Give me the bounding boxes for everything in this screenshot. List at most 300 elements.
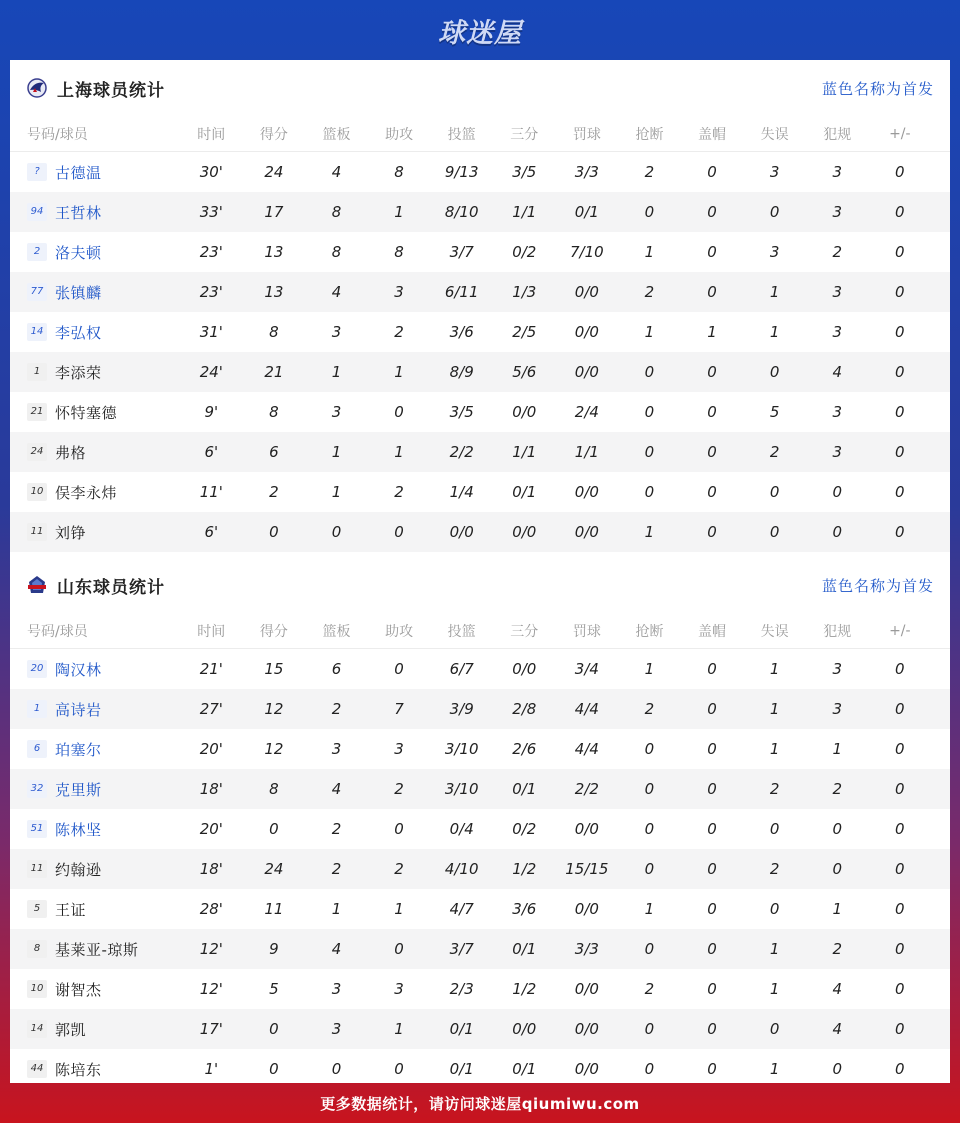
brand-logo[interactable]: 球迷屋: [438, 17, 522, 49]
stat-cell: 2: [394, 483, 404, 501]
table-row: [10, 232, 950, 272]
stat-cell: 3: [832, 323, 842, 341]
table-row: [10, 1009, 950, 1049]
stat-cell: 0: [394, 1060, 404, 1078]
jersey-number-badge: 44: [27, 1060, 47, 1078]
stat-cell: 0: [644, 1020, 655, 1038]
player-cell[interactable]: [10, 979, 180, 1000]
stat-cell: 0/2: [512, 243, 537, 261]
starter-note: 蓝色名称为首发: [821, 79, 934, 98]
stat-cell: 0: [895, 243, 905, 261]
stat-cell: 3: [832, 443, 842, 461]
player-name[interactable]: 李弘权: [55, 323, 102, 342]
stat-cell: 6/11: [444, 283, 479, 301]
stat-cell: 5: [769, 403, 780, 421]
stats-panel: [10, 60, 950, 1083]
stat-cell: 0: [895, 523, 905, 541]
stat-cell: 1: [644, 323, 655, 341]
player-name[interactable]: 洛夫顿: [55, 243, 102, 262]
player-rows: [10, 649, 950, 1089]
player-cell[interactable]: [10, 779, 180, 800]
stat-cell: 0: [644, 363, 655, 381]
stat-cell: 6': [204, 443, 219, 461]
table-row: [10, 649, 950, 689]
stat-cell: 0: [707, 363, 717, 381]
stat-cell: 0: [895, 1020, 905, 1038]
stat-cell: 8: [269, 403, 279, 421]
stat-cell: 4: [331, 163, 342, 181]
table-row: [10, 152, 950, 192]
stat-cell: 0/0: [574, 523, 599, 541]
stat-cell: 5: [269, 980, 279, 998]
player-cell[interactable]: [10, 1059, 180, 1080]
stat-cell: 4: [832, 980, 842, 998]
stat-cell: 2/2: [574, 780, 599, 798]
stat-cell: 0: [394, 403, 404, 421]
stat-cell: 0/0: [574, 1060, 599, 1078]
stat-cell: 2: [331, 860, 342, 878]
footer-link[interactable]: [0, 1083, 960, 1123]
stat-cell: 3: [832, 203, 842, 221]
stat-cell: 8: [394, 243, 404, 261]
stat-cell: 21: [264, 363, 284, 381]
player-cell[interactable]: [10, 739, 180, 760]
stat-cell: 2: [269, 483, 279, 501]
player-name[interactable]: 高诗岩: [55, 700, 102, 719]
stat-cell: 0: [707, 523, 717, 541]
stat-cell: 0: [895, 660, 905, 678]
column-header: 抢断: [635, 126, 664, 143]
stat-cell: 2: [644, 163, 655, 181]
stat-cell: 8: [394, 163, 404, 181]
jersey-number-badge: 14: [27, 1020, 47, 1038]
stat-cell: 1/1: [512, 203, 537, 221]
player-cell[interactable]: [10, 402, 180, 423]
stat-cell: 0: [707, 860, 717, 878]
stat-cell: 6: [331, 660, 342, 678]
player-name[interactable]: 李添荣: [55, 363, 102, 382]
stat-cell: 1: [707, 323, 717, 341]
stat-cell: 4/4: [574, 700, 599, 718]
table-row: [10, 192, 950, 232]
jersey-number-badge: 94: [27, 203, 47, 221]
jersey-number-badge: 20: [27, 660, 47, 678]
stat-cell: 0: [394, 940, 404, 958]
stat-cell: 1': [204, 1060, 219, 1078]
player-cell[interactable]: [10, 1019, 180, 1040]
stat-cell: 0: [707, 980, 717, 998]
stat-cell: 1/2: [512, 980, 537, 998]
stat-cell: 7/10: [570, 243, 604, 261]
stat-cell: 0: [707, 660, 717, 678]
stat-cell: 6: [269, 443, 279, 461]
table-row: [10, 392, 950, 432]
stat-cell: 0: [707, 283, 717, 301]
stat-cell: 0: [707, 443, 717, 461]
stat-cell: 2: [331, 820, 342, 838]
stat-cell: 0: [707, 940, 717, 958]
stat-cell: 0: [707, 1020, 717, 1038]
stat-cell: 1: [394, 363, 404, 381]
stat-cell: 3: [832, 163, 842, 181]
stat-cell: 2: [394, 860, 404, 878]
stat-cell: 0: [769, 820, 780, 838]
stat-cell: 0: [769, 1020, 780, 1038]
player-name[interactable]: 谢智杰: [55, 980, 102, 999]
team-title: [26, 573, 165, 598]
stat-cell: 1: [832, 740, 842, 758]
stat-cell: 0: [895, 700, 905, 718]
stat-cell: 0: [644, 1060, 655, 1078]
stat-cell: 2: [394, 323, 404, 341]
stat-cell: 1: [769, 740, 780, 758]
player-rows: [10, 152, 950, 552]
stat-cell: 0/1: [574, 203, 599, 221]
player-name[interactable]: 约翰逊: [55, 860, 102, 879]
player-cell[interactable]: [10, 442, 180, 463]
player-cell[interactable]: [10, 899, 180, 920]
stat-cell: 6/7: [449, 660, 474, 678]
stat-cell: 24': [199, 363, 223, 381]
stat-cell: 9: [269, 940, 279, 958]
stat-cell: 0: [707, 403, 717, 421]
jersey-number-badge: 2: [27, 243, 47, 261]
player-name[interactable]: 王哲林: [55, 203, 102, 222]
stat-cell: 24: [264, 860, 284, 878]
stat-cell: 17': [199, 1020, 223, 1038]
stat-cell: 0/1: [512, 940, 537, 958]
stat-cell: 0: [707, 780, 717, 798]
stat-cell: 3/10: [444, 780, 479, 798]
player-cell[interactable]: [10, 659, 180, 680]
player-cell[interactable]: [10, 819, 180, 840]
stat-cell: 3/10: [444, 740, 479, 758]
column-header-row: [10, 613, 950, 649]
stat-cell: 0: [895, 403, 905, 421]
stat-cell: 0: [644, 820, 655, 838]
stat-cell: 0/1: [449, 1020, 474, 1038]
stat-cell: 0: [644, 740, 655, 758]
stat-cell: 13: [264, 243, 284, 261]
player-name[interactable]: 陶汉林: [55, 660, 102, 679]
column-header: 犯规: [823, 623, 852, 640]
stat-cell: 3/6: [512, 900, 537, 918]
stat-cell: 0: [769, 483, 780, 501]
table-row: [10, 272, 950, 312]
stat-cell: 3/9: [449, 700, 474, 718]
stat-cell: 0: [832, 1060, 842, 1078]
stat-cell: 1: [394, 1020, 404, 1038]
stat-cell: 2: [644, 980, 655, 998]
stat-cell: 0: [707, 820, 717, 838]
stat-cell: 0/1: [512, 483, 537, 501]
jersey-number-badge: 11: [27, 523, 47, 541]
column-header: 犯规: [823, 126, 852, 143]
stat-cell: 0: [394, 660, 404, 678]
stat-cell: 3: [331, 1020, 342, 1038]
stat-cell: 0: [895, 980, 905, 998]
stat-cell: 0/0: [574, 283, 599, 301]
stat-cell: 0/0: [574, 483, 599, 501]
stat-cell: 3: [331, 980, 342, 998]
stat-cell: 18': [199, 860, 223, 878]
stat-cell: 0: [394, 523, 404, 541]
stat-cell: 0: [331, 523, 342, 541]
stat-cell: 0/0: [574, 980, 599, 998]
stat-cell: 0: [895, 163, 905, 181]
player-cell[interactable]: [10, 482, 180, 503]
player-cell[interactable]: [10, 699, 180, 720]
stat-cell: 3: [331, 323, 342, 341]
stat-cell: 0: [895, 860, 905, 878]
team-section-shandong: [10, 557, 950, 1089]
stat-cell: 1: [769, 323, 780, 341]
stat-cell: 1: [832, 900, 842, 918]
table-row: [10, 352, 950, 392]
jersey-number-badge: 32: [27, 780, 47, 798]
stat-cell: 8: [331, 243, 342, 261]
stat-cell: 0/0: [574, 820, 599, 838]
jersey-number-badge: 21: [27, 403, 47, 421]
column-header: 得分: [259, 126, 288, 143]
stat-cell: 0/0: [512, 660, 537, 678]
stat-cell: 24: [264, 163, 284, 181]
stat-cell: 2/2: [449, 443, 474, 461]
stat-cell: 7: [394, 700, 404, 718]
stat-cell: 1/1: [574, 443, 599, 461]
table-row: [10, 729, 950, 769]
stat-cell: 0: [269, 1060, 279, 1078]
jersey-number-badge: 14: [27, 323, 47, 341]
footer-text[interactable]: 更多数据统计，请访问球迷屋qiumiwu.com: [320, 1094, 640, 1113]
stat-cell: 0/1: [512, 1060, 537, 1078]
player-cell[interactable]: [10, 202, 180, 223]
stat-cell: 2: [769, 443, 780, 461]
stat-cell: 2: [394, 780, 404, 798]
player-cell[interactable]: [10, 282, 180, 303]
stat-cell: 1: [394, 203, 404, 221]
player-name[interactable]: 珀塞尔: [55, 740, 102, 759]
stat-cell: 0: [644, 203, 655, 221]
stat-cell: 0: [895, 483, 905, 501]
stat-cell: 3: [331, 403, 342, 421]
column-header: 篮板: [322, 126, 351, 143]
stat-cell: 0: [644, 483, 655, 501]
stat-cell: 0/1: [449, 1060, 474, 1078]
stat-cell: 1/1: [512, 443, 537, 461]
player-name[interactable]: 陈培东: [55, 1060, 102, 1079]
stat-cell: 0: [707, 700, 717, 718]
player-name[interactable]: 郭凯: [55, 1020, 87, 1039]
stat-cell: 20': [199, 820, 223, 838]
jersey-number-badge: 6: [27, 740, 47, 758]
player-cell[interactable]: [10, 162, 180, 183]
stat-cell: 0/0: [449, 523, 474, 541]
player-cell[interactable]: [10, 242, 180, 263]
jersey-number-badge: 8: [27, 940, 47, 958]
player-name[interactable]: 陈林坚: [55, 820, 102, 839]
player-name[interactable]: 刘铮: [55, 523, 87, 542]
stat-cell: 3/3: [574, 940, 599, 958]
jersey-number-badge: 10: [27, 980, 47, 998]
stat-cell: 0: [769, 523, 780, 541]
stat-cell: 1: [644, 523, 655, 541]
column-header: 罚球: [572, 126, 601, 143]
jersey-number-badge: 1: [27, 700, 47, 718]
stat-cell: 2: [644, 700, 655, 718]
table-row: [10, 312, 950, 352]
jersey-number-badge: 10: [27, 483, 47, 501]
stat-cell: 3: [394, 980, 404, 998]
stat-cell: 0: [895, 940, 905, 958]
player-name[interactable]: 王证: [55, 900, 87, 919]
stat-cell: 18': [199, 780, 223, 798]
stat-cell: 3/3: [574, 163, 599, 181]
stat-cell: 11: [264, 900, 284, 918]
column-header: 罚球: [572, 623, 601, 640]
table-row: [10, 809, 950, 849]
stat-cell: 3/7: [449, 243, 474, 261]
stat-cell: 8: [269, 780, 279, 798]
stat-cell: 1/2: [512, 860, 537, 878]
stat-cell: 1: [644, 243, 655, 261]
team-name: 上海球员统计: [57, 80, 165, 101]
stat-cell: 0/0: [574, 1020, 599, 1038]
stat-cell: 31': [199, 323, 223, 341]
stat-cell: 11': [199, 483, 223, 501]
stat-cell: 2: [832, 780, 842, 798]
player-name[interactable]: 张镇麟: [55, 283, 102, 302]
jersey-number-badge: 11: [27, 860, 47, 878]
stat-cell: 0: [832, 523, 842, 541]
stat-cell: 0/0: [574, 900, 599, 918]
stat-cell: 28': [199, 900, 223, 918]
stat-cell: 0: [895, 900, 905, 918]
stat-cell: 4: [331, 940, 342, 958]
player-cell[interactable]: [10, 939, 180, 960]
stat-cell: 6': [204, 523, 219, 541]
column-header: 号码/球员: [27, 126, 88, 143]
stat-cell: 0: [707, 1060, 717, 1078]
stat-cell: 4/4: [574, 740, 599, 758]
stat-cell: 0: [895, 780, 905, 798]
stat-cell: 1: [331, 443, 342, 461]
jersey-number-badge: 5: [27, 900, 47, 918]
column-header: 时间: [197, 623, 226, 640]
stat-cell: 9/13: [444, 163, 479, 181]
stat-cell: 8: [331, 203, 342, 221]
player-name[interactable]: 俣李永炜: [55, 483, 118, 502]
stat-cell: 1: [769, 660, 780, 678]
column-header: 失误: [760, 623, 789, 640]
player-name[interactable]: 怀特塞德: [55, 403, 118, 422]
column-header: 失误: [760, 126, 789, 143]
stat-cell: 0: [644, 403, 655, 421]
player-name[interactable]: 克里斯: [55, 780, 102, 799]
stat-cell: 0/0: [512, 403, 537, 421]
column-header: 抢断: [635, 623, 664, 640]
column-header: 三分: [510, 126, 539, 143]
stat-cell: 8/10: [444, 203, 479, 221]
stat-cell: 2: [644, 283, 655, 301]
player-name[interactable]: 古德温: [55, 163, 102, 182]
player-cell[interactable]: [10, 362, 180, 383]
player-name[interactable]: 基莱亚-琼斯: [55, 940, 139, 959]
stat-cell: 1/3: [512, 283, 537, 301]
stat-cell: 3: [832, 660, 842, 678]
stat-cell: 15/15: [565, 860, 609, 878]
stat-cell: 2: [769, 860, 780, 878]
stat-cell: 20': [199, 740, 223, 758]
stat-cell: 0/1: [512, 780, 537, 798]
stat-cell: 0/2: [512, 820, 537, 838]
stat-cell: 1: [769, 700, 780, 718]
section-header: [10, 557, 950, 613]
stat-cell: 0: [769, 203, 780, 221]
stat-cell: 1: [769, 283, 780, 301]
stat-cell: 8/9: [449, 363, 474, 381]
stat-cell: 12: [264, 740, 284, 758]
player-cell[interactable]: [10, 859, 180, 880]
player-cell[interactable]: [10, 522, 180, 543]
column-header: 篮板: [322, 623, 351, 640]
column-header: 号码/球员: [27, 623, 88, 640]
stat-cell: 2/3: [449, 980, 474, 998]
stat-cell: 0: [331, 1060, 342, 1078]
stat-cell: 0/0: [512, 1020, 537, 1038]
stat-cell: 0/0: [574, 363, 599, 381]
player-cell[interactable]: [10, 322, 180, 343]
app-header: [0, 0, 960, 60]
stat-cell: 0: [644, 860, 655, 878]
table-row: [10, 432, 950, 472]
stat-cell: 1/4: [449, 483, 474, 501]
stat-cell: 3: [394, 740, 404, 758]
stat-cell: 12': [199, 940, 223, 958]
column-header: 得分: [259, 623, 288, 640]
table-row: [10, 689, 950, 729]
stat-cell: 0: [269, 820, 279, 838]
stat-cell: 2/6: [512, 740, 537, 758]
stat-cell: 1: [394, 443, 404, 461]
player-name[interactable]: 弗格: [55, 443, 87, 462]
column-header: 投篮: [447, 623, 476, 640]
stat-cell: 4/7: [449, 900, 474, 918]
stat-cell: 2: [832, 940, 842, 958]
stat-cell: 0: [769, 900, 780, 918]
column-header: 时间: [197, 126, 226, 143]
stat-cell: 27': [199, 700, 223, 718]
stat-cell: 2: [331, 700, 342, 718]
team-section-shanghai: [10, 60, 950, 552]
stat-cell: 2: [769, 780, 780, 798]
column-header-row: [10, 116, 950, 152]
stat-cell: 23': [199, 283, 223, 301]
stat-cell: 0: [832, 483, 842, 501]
stat-cell: 12': [199, 980, 223, 998]
stat-cell: 0: [707, 163, 717, 181]
stat-cell: 0: [832, 860, 842, 878]
stat-cell: 12: [264, 700, 284, 718]
team-title: [26, 76, 165, 101]
jersey-number-badge: 1: [27, 363, 47, 381]
stat-cell: 30': [199, 163, 223, 181]
column-header: 盖帽: [698, 623, 727, 640]
stat-cell: 0: [895, 363, 905, 381]
stat-cell: 3: [832, 403, 842, 421]
stat-cell: 0: [895, 820, 905, 838]
stat-cell: 33': [199, 203, 223, 221]
